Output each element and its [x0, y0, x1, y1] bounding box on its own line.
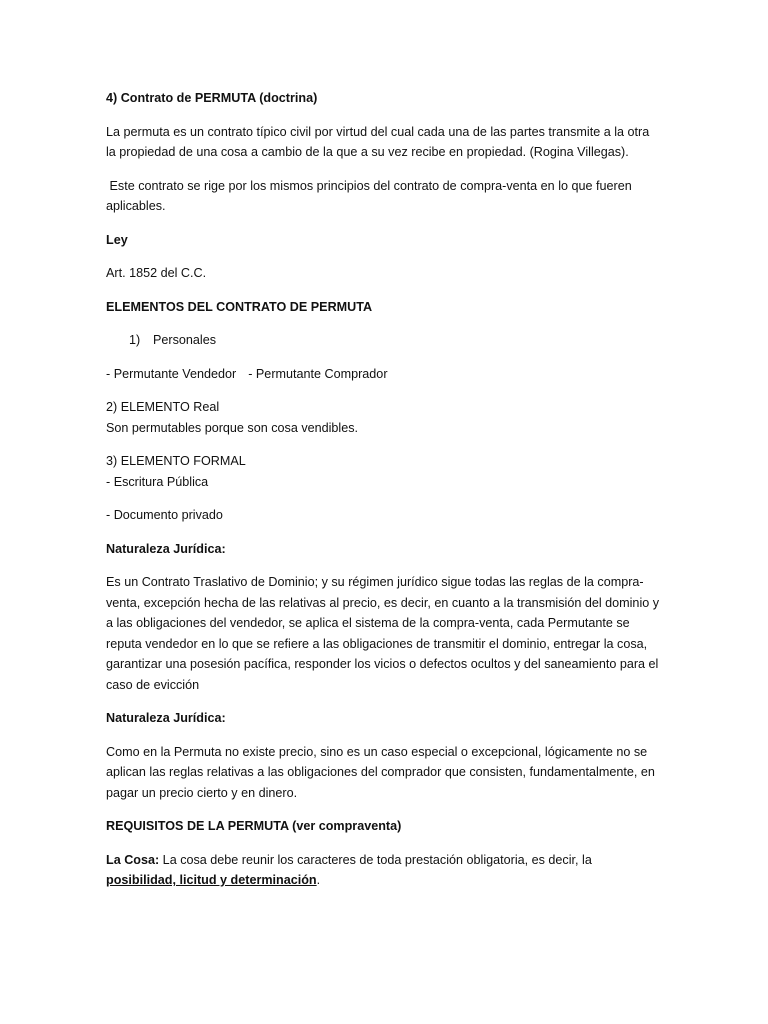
- naturaleza-heading-2: Naturaleza Jurídica:: [106, 711, 226, 725]
- paragraph-principles: Este contrato se rige por los mismos principios del contrato de compra-venta en lo que fueren aplicables.: [106, 178, 636, 213]
- article-reference: Art. 1852 del C.C.: [106, 266, 207, 280]
- document-page: [106, 88, 662, 904]
- document-heading: 4) Contrato de PERMUTA (doctrina): [106, 91, 318, 105]
- formal-escritura: - Escritura Pública: [106, 474, 209, 489]
- permutante-vendedor: - Permutante Vendedor: [106, 366, 237, 381]
- requisitos-heading: REQUISITOS DE LA PERMUTA (ver compraventa): [106, 819, 402, 833]
- list-item-number: 1): [129, 333, 141, 347]
- cosa-emphasis: posibilidad, licitud y determinación: [106, 873, 317, 887]
- naturaleza-text-2: Como en la Permuta no existe precio, sino es un caso especial o excepcional, lógicamente no se aplican las reglas relativas a las obligaciones del comprador que consisten, fundamentalmente, en pagar un precio cierto y en dinero.: [106, 744, 655, 800]
- permutante-comprador: - Permutante Comprador: [248, 366, 388, 381]
- cosa-text: La cosa debe reunir los caracteres de toda prestación obligatoria, es decir, la: [159, 852, 596, 867]
- elemento-real-text: Son permutables porque son cosa vendibles.: [106, 420, 359, 435]
- formal-documento: - Documento privado: [106, 508, 223, 522]
- list-item-personales: [106, 330, 662, 351]
- elemento-real-title: 2) ELEMENTO Real: [106, 400, 220, 414]
- elementos-heading: ELEMENTOS DEL CONTRATO DE PERMUTA: [106, 299, 373, 314]
- cosa-end: .: [316, 873, 321, 887]
- cosa-label: La Cosa:: [106, 852, 160, 867]
- naturaleza-text-1: Es un Contrato Traslativo de Dominio; y su régimen jurídico sigue todas las reglas de la compra-venta, excepción hecha de las relativas al precio, es decir, en cuanto a la transmisión del dominio y a las obligaciones del vendedor, se aplica el sistema de la compra-venta, cada Permutante se reputa vendedor en lo que se refiere a las obligaciones de transmitir el dominio, entregar la cosa, garantizar una posesión pacífica, responder los vicios o defectos ocultos y del saneamiento para el caso de evicción: [106, 575, 660, 692]
- cosa-paragraph: [106, 850, 662, 891]
- list-item-label: Personales: [153, 333, 217, 347]
- elemento-formal-title: 3) ELEMENTO FORMAL: [106, 454, 246, 468]
- ley-label: Ley: [106, 232, 128, 247]
- paragraph-definition: La permuta es un contrato típico civil por virtud del cual cada una de las partes transmite a la otra la propiedad de una cosa a cambio de la que a su vez recibe en propiedad. (Rogina Villegas).: [106, 124, 650, 159]
- personales-line: [106, 364, 662, 385]
- naturaleza-heading-1: Naturaleza Jurídica:: [106, 541, 226, 556]
